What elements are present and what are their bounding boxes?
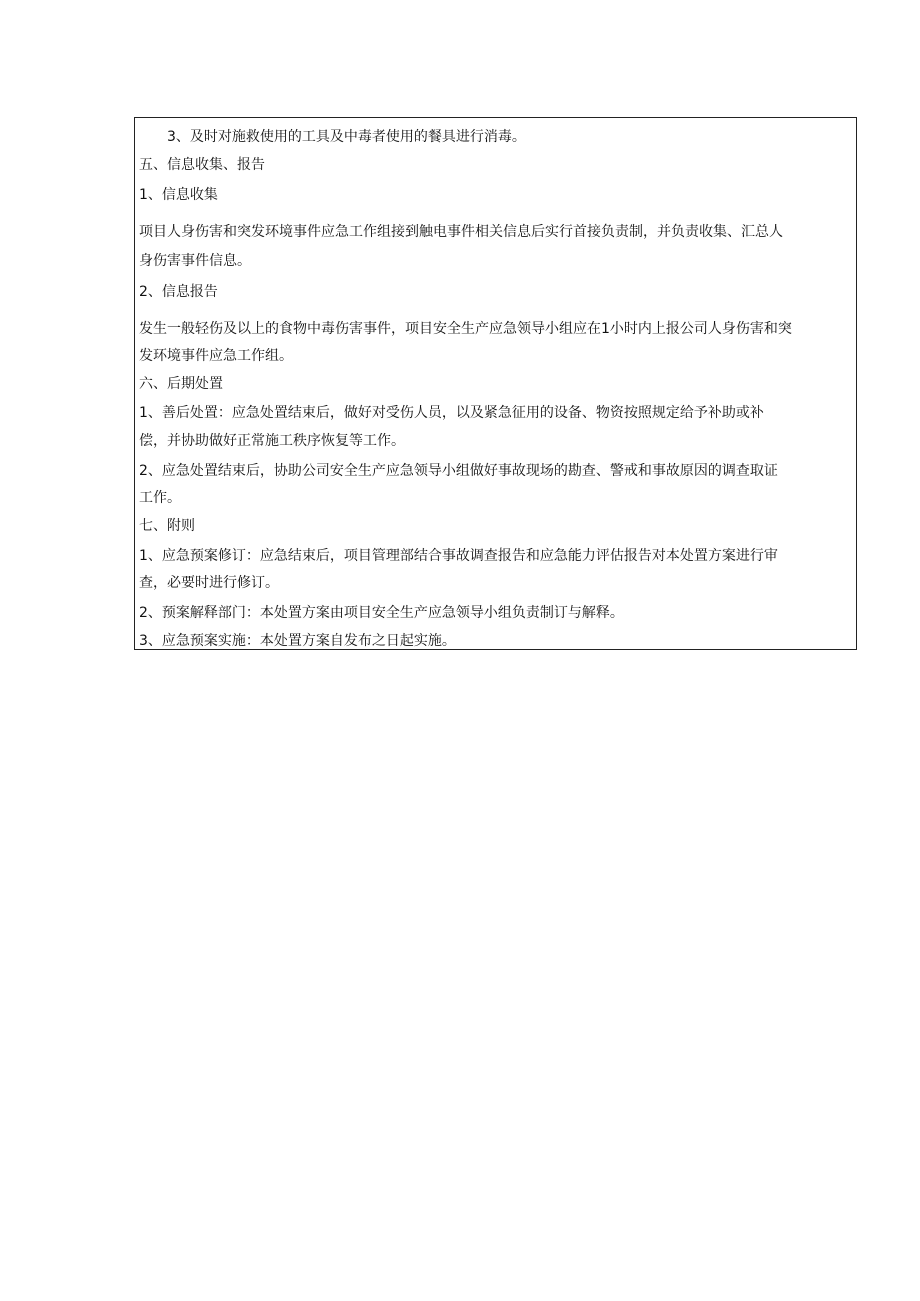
subsection-heading: 2、信息报告 xyxy=(139,284,218,300)
text-line: 发生一般轻伤及以上的食物中毒伤害事件，项目安全生产应急领导小组应在1小时内上报公司人身伤害和突 xyxy=(139,321,792,337)
text-line: 查，必要时进行修订。 xyxy=(139,575,279,591)
text-line: 偿，并协助做好正常施工秩序恢复等工作。 xyxy=(139,433,405,449)
text-line: 身伤害事件信息。 xyxy=(139,253,251,269)
section-heading: 五、信息收集、报告 xyxy=(139,157,265,173)
text-line: 工作。 xyxy=(139,490,181,506)
text-line: 3、及时对施救使用的工具及中毒者使用的餐具进行消毒。 xyxy=(167,129,526,145)
section-heading: 七、附则 xyxy=(139,518,195,534)
text-line: 发环境事件应急工作组。 xyxy=(139,348,293,364)
subsection-heading: 1、信息收集 xyxy=(139,187,218,203)
text-line: 1、应急预案修订：应急结束后，项目管理部结合事故调查报告和应急能力评估报告对本处置方案进行审 xyxy=(139,548,778,564)
text-line: 2、预案解释部门：本处置方案由项目安全生产应急领导小组负责制订与解释。 xyxy=(139,605,624,621)
text-line: 2、应急处置结束后，协助公司安全生产应急领导小组做好事故现场的勘查、警戒和事故原因的调查取证 xyxy=(139,463,778,479)
section-heading: 六、后期处置 xyxy=(139,376,223,392)
text-line: 项目人身伤害和突发环境事件应急工作组接到触电事件相关信息后实行首接负责制，并负责收集、汇总人 xyxy=(139,224,783,240)
text-line: 3、应急预案实施：本处置方案自发布之日起实施。 xyxy=(139,633,456,649)
text-line: 1、善后处置：应急处置结束后，做好对受伤人员，以及紧急征用的设备、物资按照规定给予补助或补 xyxy=(139,405,764,421)
content-table-cell xyxy=(134,117,857,650)
